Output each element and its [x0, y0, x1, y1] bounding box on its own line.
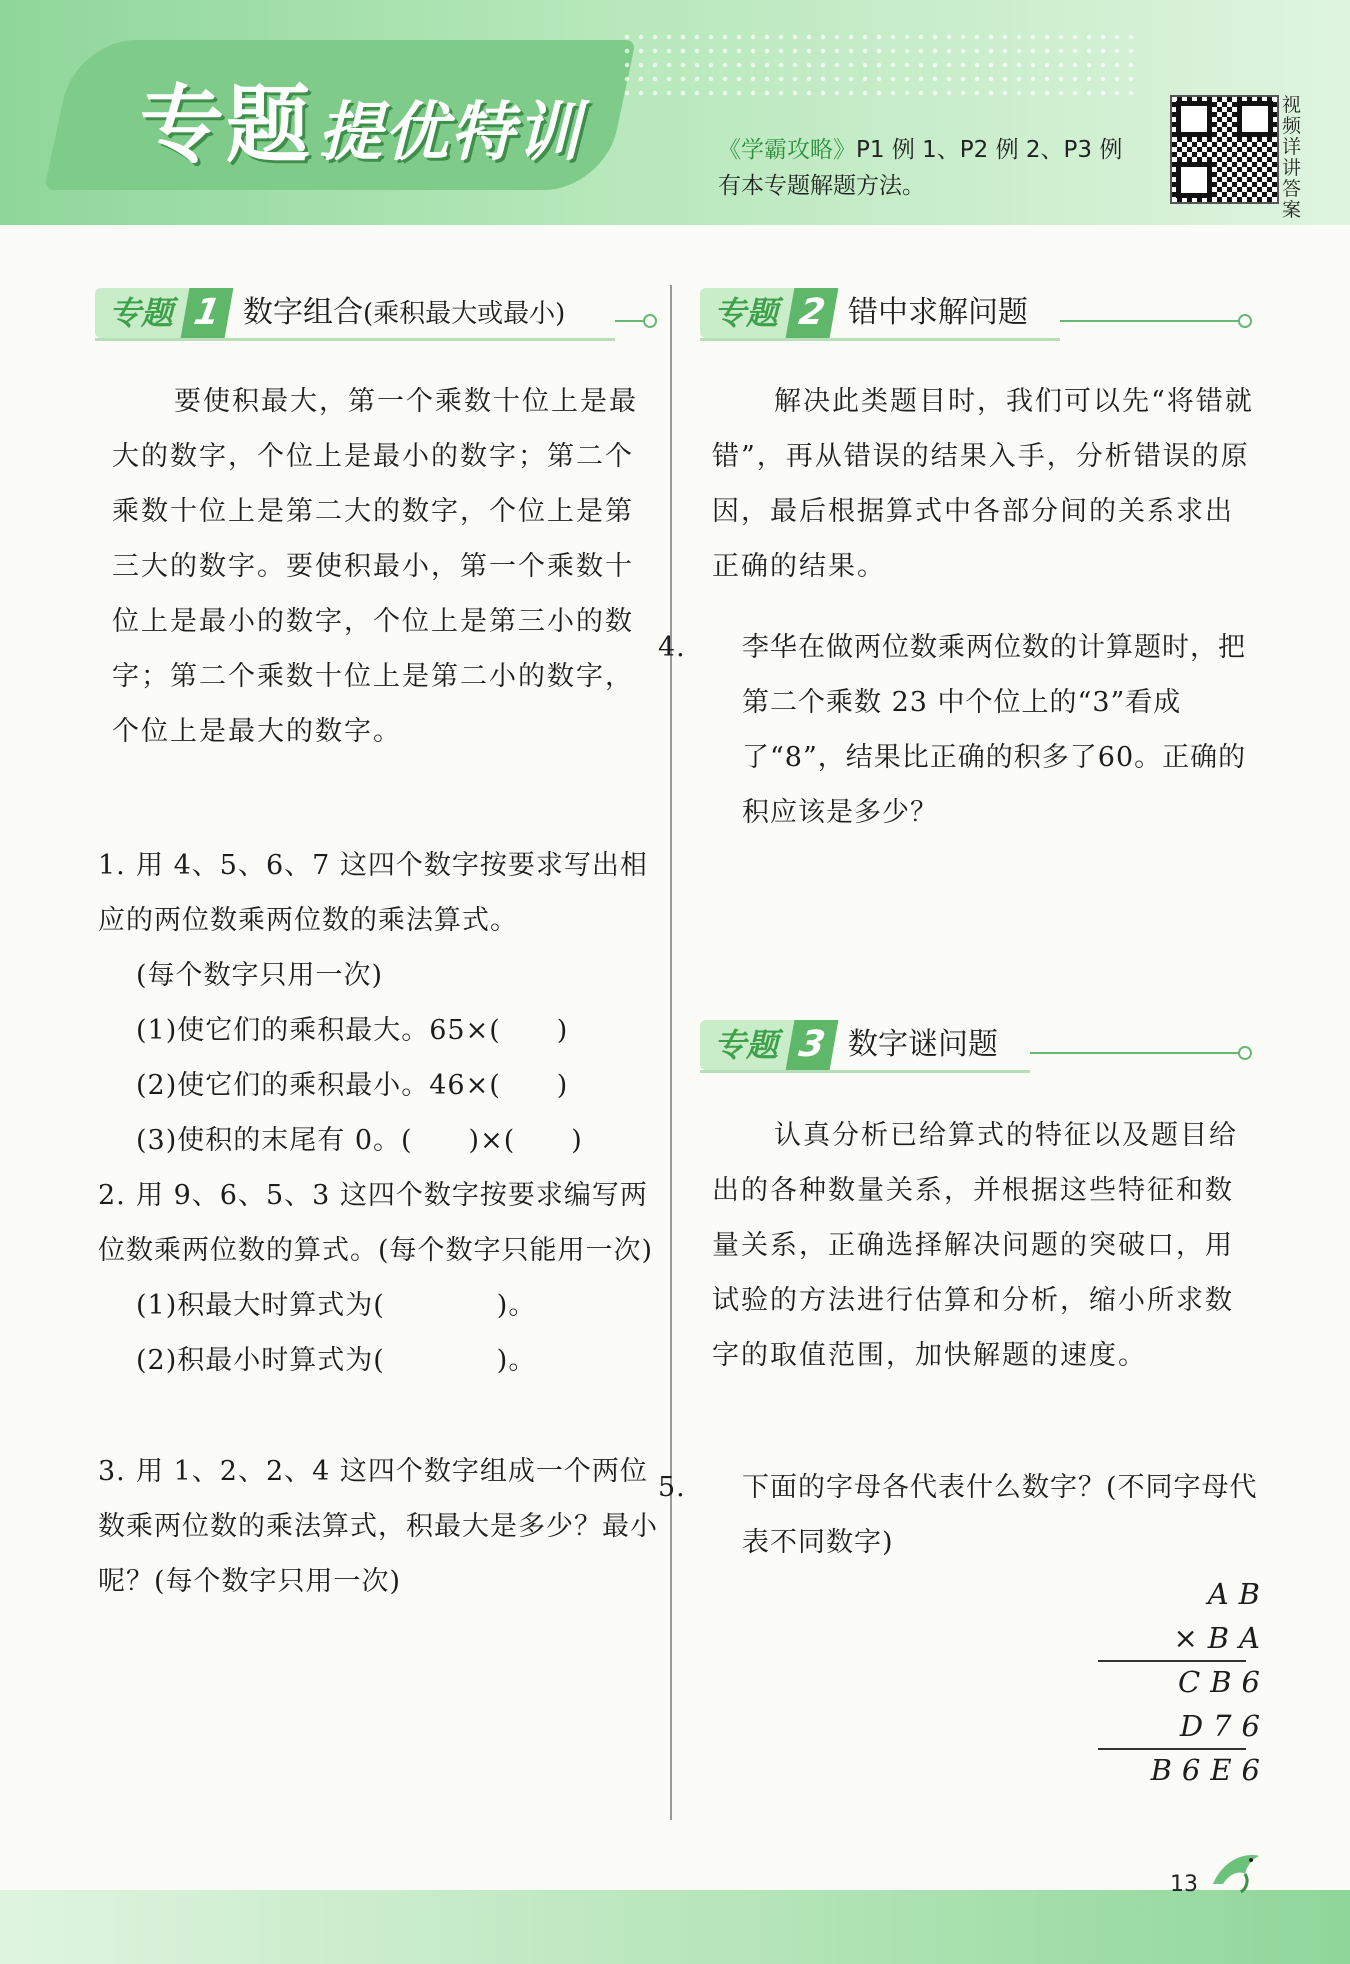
qr-label: 视频详讲答案	[1282, 94, 1302, 221]
section-line	[615, 320, 645, 322]
section-tag: 专题	[700, 288, 820, 338]
section-2-intro: 解决此类题目时，我们可以先“将错就错”，再从错误的结果入手，分析错误的原因，最后根据算式中各部分间的关系求出正确的结果。	[712, 386, 1254, 582]
reference-book: 《学霸攻略》	[718, 137, 856, 163]
qr-corner	[1237, 101, 1273, 137]
section-dot	[1238, 314, 1252, 328]
sub-question: (2)使它们的乘积最小。46×( )	[136, 1070, 569, 1101]
qr-corner	[1176, 162, 1212, 198]
title-sub: 提优特训	[318, 96, 583, 170]
section-title: 错中求解问题	[848, 295, 1028, 330]
sub-question: (2)积最小时算式为( )。	[136, 1345, 537, 1376]
section-title: 数字谜问题	[848, 1027, 998, 1062]
qr-code[interactable]	[1170, 95, 1279, 204]
question-number: 3.	[98, 1456, 126, 1487]
section-tag: 专题	[95, 288, 215, 338]
section-3-header	[700, 1020, 1260, 1076]
section-1-header	[95, 288, 655, 344]
puzzle-row: AB	[1207, 1577, 1270, 1611]
section-1-intro: 要使积最大，第一个乘数十位上是最大的数字，个位上是最小的数字；第二个乘数十位上是第二大的数字，个位上是第三大的数字。要使积最小，第一个乘数十位上是最小的数字，个位上是第三小的数字；第二个乘数十位上是第二小的数字，个位上是最大的数字。	[112, 386, 638, 747]
page-title	[140, 58, 582, 179]
puzzle-row: ×BA	[1173, 1621, 1270, 1655]
question-4	[658, 620, 1260, 840]
puzzle-row: B6E6	[1150, 1753, 1270, 1787]
section-underline	[700, 338, 1060, 341]
section-dot	[1238, 1046, 1252, 1060]
question-text: 用 4、5、6、7 这四个数字按要求写出相应的两位数乘两位数的乘法算式。	[98, 850, 648, 936]
section-line	[1030, 1052, 1240, 1054]
section-number: 2	[786, 288, 839, 338]
qr-corner	[1176, 101, 1212, 137]
puzzle-rule	[1098, 1748, 1246, 1750]
section-title-text: 数字组合	[243, 295, 363, 330]
section-line	[1060, 320, 1240, 322]
page-number: 13	[1170, 1872, 1198, 1897]
question-number: 2.	[98, 1180, 126, 1211]
puzzle-row: CB6	[1178, 1665, 1270, 1699]
question-number: 5.	[658, 1472, 686, 1503]
reference-line2: 有本专题解题方法。	[718, 173, 925, 199]
question-text: 李华在做两位数乘两位数的计算题时，把第二个乘数 23 中个位上的“3”看成了“8”，结果比正确的积多了60。正确的积应该是多少？	[742, 632, 1247, 828]
section-3-intro: 认真分析已给算式的特征以及题目给出的各种数量关系，并根据这些特征和数量关系，正确选择解决问题的突破口，用试验的方法进行估算和分析，缩小所求数字的取值范围，加快解题的速度。	[712, 1120, 1238, 1371]
section-2-header	[700, 288, 1260, 344]
puzzle-rule	[1098, 1660, 1246, 1662]
question-number: 1.	[98, 850, 126, 881]
header-banner	[0, 0, 1350, 225]
section-underline	[95, 338, 615, 341]
column-divider	[670, 285, 672, 1820]
question-text: 下面的字母各代表什么数字？(不同字母代表不同数字)	[742, 1472, 1258, 1558]
question-text: 用 1、2、2、4 这四个数字组成一个两位数乘两位数的乘法算式，积最大是多少？最小呢？(每个数字只用一次)	[98, 1456, 658, 1597]
section-tag: 专题	[700, 1020, 820, 1070]
question-3	[98, 1444, 658, 1609]
section-number: 3	[786, 1020, 839, 1070]
sub-question: (1)积最大时算式为( )。	[136, 1290, 537, 1321]
section-title	[243, 292, 565, 335]
section-number: 1	[181, 288, 234, 338]
puzzle-row: D76	[1179, 1709, 1270, 1743]
question-note: (每个数字只用一次)	[136, 960, 384, 991]
footer-band	[0, 1890, 1350, 1964]
question-5	[658, 1460, 1260, 1570]
dolphin-icon	[1205, 1840, 1265, 1900]
reference-pages: P1 例 1、P2 例 2、P3 例	[856, 137, 1123, 163]
section-underline	[700, 1070, 1030, 1073]
title-main: 专题	[140, 76, 313, 174]
sub-question: (3)使积的末尾有 0。( )×( )	[136, 1125, 583, 1156]
digit-puzzle	[1090, 1572, 1270, 1792]
banner-dot-pattern	[620, 30, 1140, 100]
sub-question: (1)使它们的乘积最大。65×( )	[136, 1015, 569, 1046]
question-number: 4.	[658, 632, 686, 663]
question-2	[98, 1168, 658, 1388]
reference-note	[718, 132, 1148, 204]
question-1	[98, 838, 658, 1168]
section-dot	[643, 314, 657, 328]
section-title-note: (乘积最大或最小)	[363, 299, 566, 329]
question-text: 用 9、6、5、3 这四个数字按要求编写两位数乘两位数的算式。(每个数字只能用一次)	[98, 1180, 654, 1266]
